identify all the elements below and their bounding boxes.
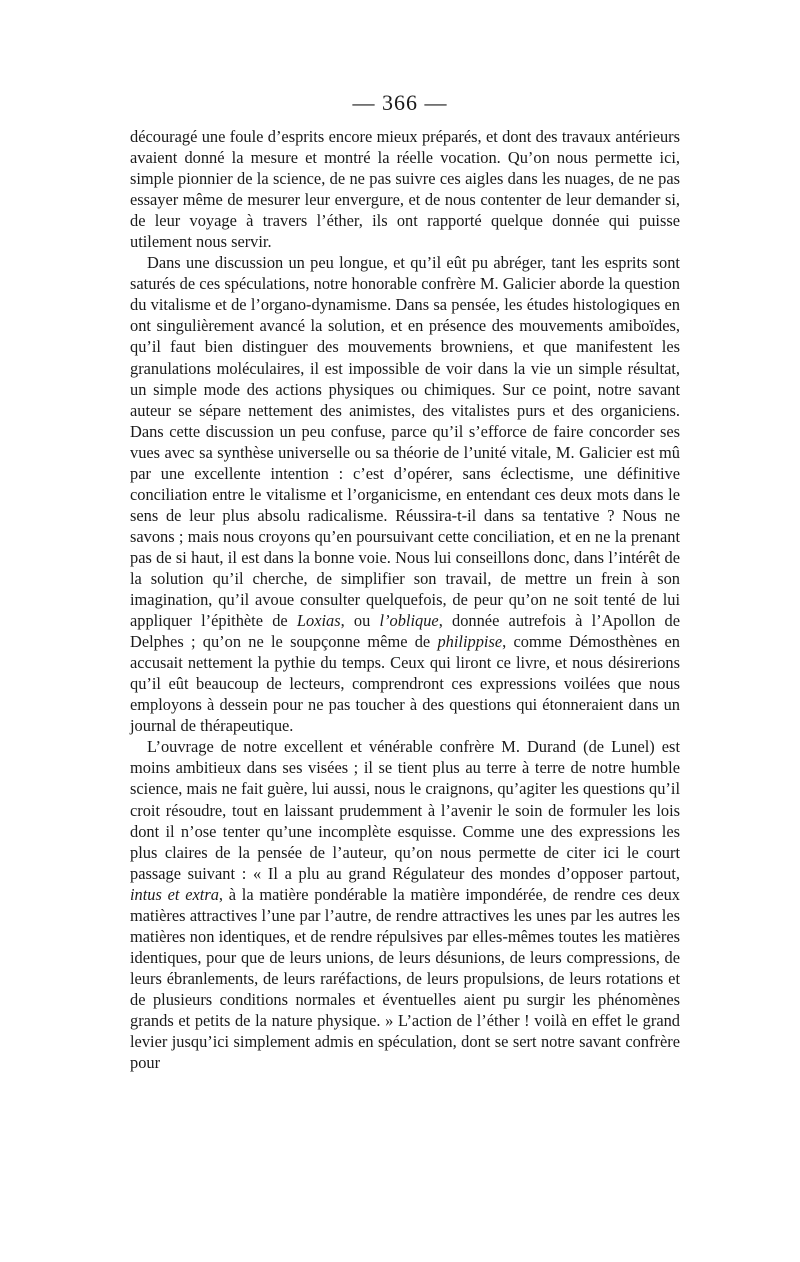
paragraph xyxy=(130,252,680,736)
text-segment: , comme Démosthènes en accusait nettement la pythie du temps. Ceux qui liront ce livre, et nous désirerions qu’il eût beaucoup de lecteurs, comprendront ces expressions voilées que nous employons à dessein pour ne pas toucher à des questions qui étonneraient dans un journal de thérapeutique. xyxy=(130,632,680,736)
italic-term: philippise xyxy=(437,632,503,652)
text-segment: L’ouvrage de notre excellent et vénérable confrère M. Durand (de Lunel) est moins ambitieux dans ses visées ; il se tient plus au terre à terre de notre humble science, mais ne fait guère, lui aussi, nous le craignons, qu’agiter les questions qu’il croit résoudre, tout en laissant prudemment à l’avenir le soin de formuler les lois dont il n’ose tenter qu’une incomplète esquisse. Comme une des expressions les plus claires de la pensée de l’auteur, qu’on nous permette de citer ici le court passage suivant : « Il a plu au grand Régulateur des mondes d’opposer partout, xyxy=(130,737,680,883)
paragraph xyxy=(130,736,680,1073)
italic-term: Loxias xyxy=(296,611,341,631)
text-segment: , à la matière pondérable la matière impondérée, de rendre ces deux matières attractives l’une par l’autre, de rendre attractives les unes par les autres les matières non identiques, et de rendre répulsives par elles-mêmes toutes les matières identiques, pour que de leurs unions, de leurs désunions, de leurs compressions, de leurs ébranlements, de leurs raréfactions, de leurs propulsions, de leurs rotations et de plusieurs conditions normales et éventuelles aient pu surgir les phénomènes grands et petits de la nature physique. » L’action de l’éther ! voilà en effet le grand levier jusqu’ici simplement admis en spéculation, dont se sert notre savant confrère pour xyxy=(130,884,680,1073)
body-text xyxy=(130,126,680,1073)
paragraph xyxy=(130,126,680,252)
page-number: — 366 — xyxy=(352,90,448,115)
italic-term: l’oblique xyxy=(379,611,439,631)
text-segment: , donnée autrefois à l’Apollon de Delphes ; qu’on ne le soupçonne même de xyxy=(130,611,680,652)
text-segment: , ou xyxy=(340,611,380,631)
text-segment: découragé une foule d’esprits encore mieux préparés, et dont des travaux antérieurs avaient donné la mesure et montré la réelle vocation. Qu’on nous permette ici, simple pionnier de la science, de ne pas suivre ces aigles dans les nuages, de ne pas essayer même de mesurer leur envergure, et de nous contenter de leur demander si, de leur voyage à travers l’éther, ils ont rapporté quelque donnée qui puisse utilement nous servir. xyxy=(130,127,680,252)
italic-term: intus et extra xyxy=(130,884,219,904)
text-segment: Dans une discussion un peu longue, et qu’il eût pu abréger, tant les esprits sont saturés de ces spéculations, notre honorable confrère M. Galicier aborde la question du vitalisme et de l’organo-dynamisme. Dans sa pensée, les études histologiques en ont singulièrement avancé la solution, et en présence des mouvements amiboïdes, qu’il faut bien distinguer des mouvements browniens, et que manifestent les granulations moléculaires, il est impossible de voir dans la vie un simple résultat, un simple mode des actions physiques ou chimiques. Sur ce point, notre savant auteur se sépare nettement des animistes, des vitalistes purs et des organiciens. Dans cette discussion un peu confuse, parce qu’il s’efforce de faire concorder ses vues avec sa synthèse universelle ou sa théorie de l’unité vitale, M. Galicier est mû par une excellente intention : c’est d’opérer, sans éclectisme, une définitive conciliation entre le vitalisme et l’organicisme, en entendant ces deux mots dans le sens de leur plus absolu radicalisme. Réussira-t-il dans sa tentative ? Nous ne savons ; mais nous croyons qu’en poursuivant cette conciliation, et en ne la prenant pas de si haut, il est dans la bonne voie. Nous lui conseillons donc, dans l’intérêt de la solution qu’il cherche, de simplifier son travail, de mettre un frein à son imagination, qu’il avoue consulter quelquefois, de peur qu’on ne soit tenté de lui appliquer l’épithète de xyxy=(130,253,680,631)
